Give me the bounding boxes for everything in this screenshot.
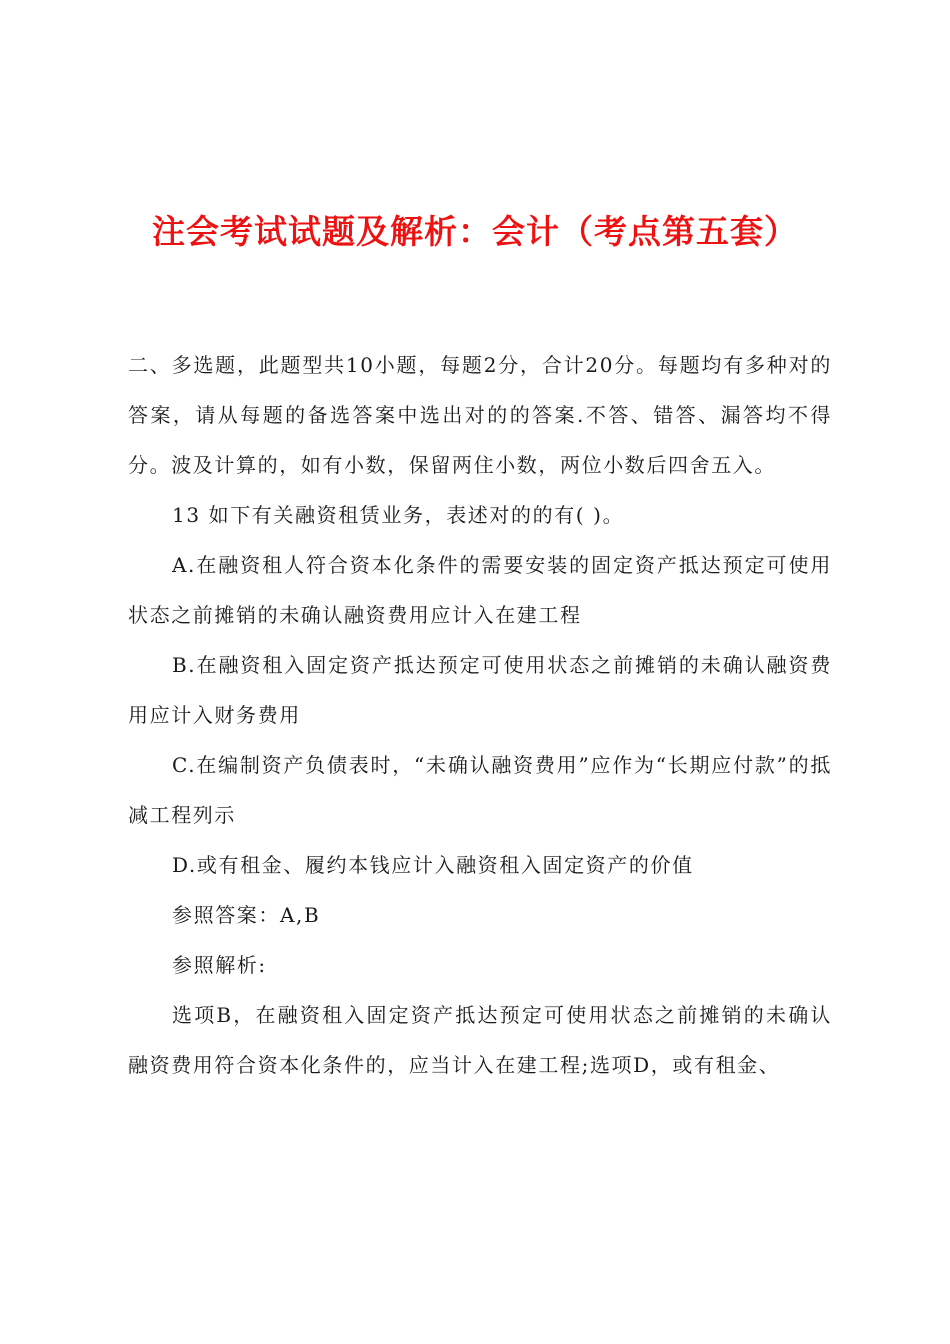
reference-answer: 参照答案：A,B [172, 903, 321, 927]
section-intro-paragraph: 二、多选题，此题型共10小题，每题2分，合计20分。每题均有多种对的答案，请从每题的备选答案中选出对的的答案.不答、错答、漏答均不得分。波及计算的，如有小数，保留两住小数，两位小数后四舍五入。 [128, 353, 832, 477]
option-a: A.在融资租人符合资本化条件的需要安装的固定资产抵达预定可使用状态之前摊销的未确认融资费用应计入在建工程 [128, 553, 832, 627]
document-body [128, 340, 832, 1090]
option-d: D.或有租金、履约本钱应计入融资租入固定资产的价值 [172, 853, 694, 877]
question-stem: 13 如下有关融资租赁业务，表述对的的有( )。 [172, 503, 625, 527]
analysis-paragraph: 选项B，在融资租入固定资产抵达预定可使用状态之前摊销的未确认融资费用符合资本化条件的，应当计入在建工程;选项D，或有租金、 [128, 1003, 832, 1077]
option-c: C.在编制资产负债表时，“未确认融资费用”应作为“长期应付款”的抵减工程列示 [128, 753, 832, 827]
reference-analysis-heading: 参照解析: [172, 953, 267, 977]
option-b: B.在融资租入固定资产抵达预定可使用状态之前摊销的未确认融资费用应计入财务费用 [128, 653, 832, 727]
document-title: 注会考试试题及解析：会计（考点第五套） [152, 212, 798, 251]
